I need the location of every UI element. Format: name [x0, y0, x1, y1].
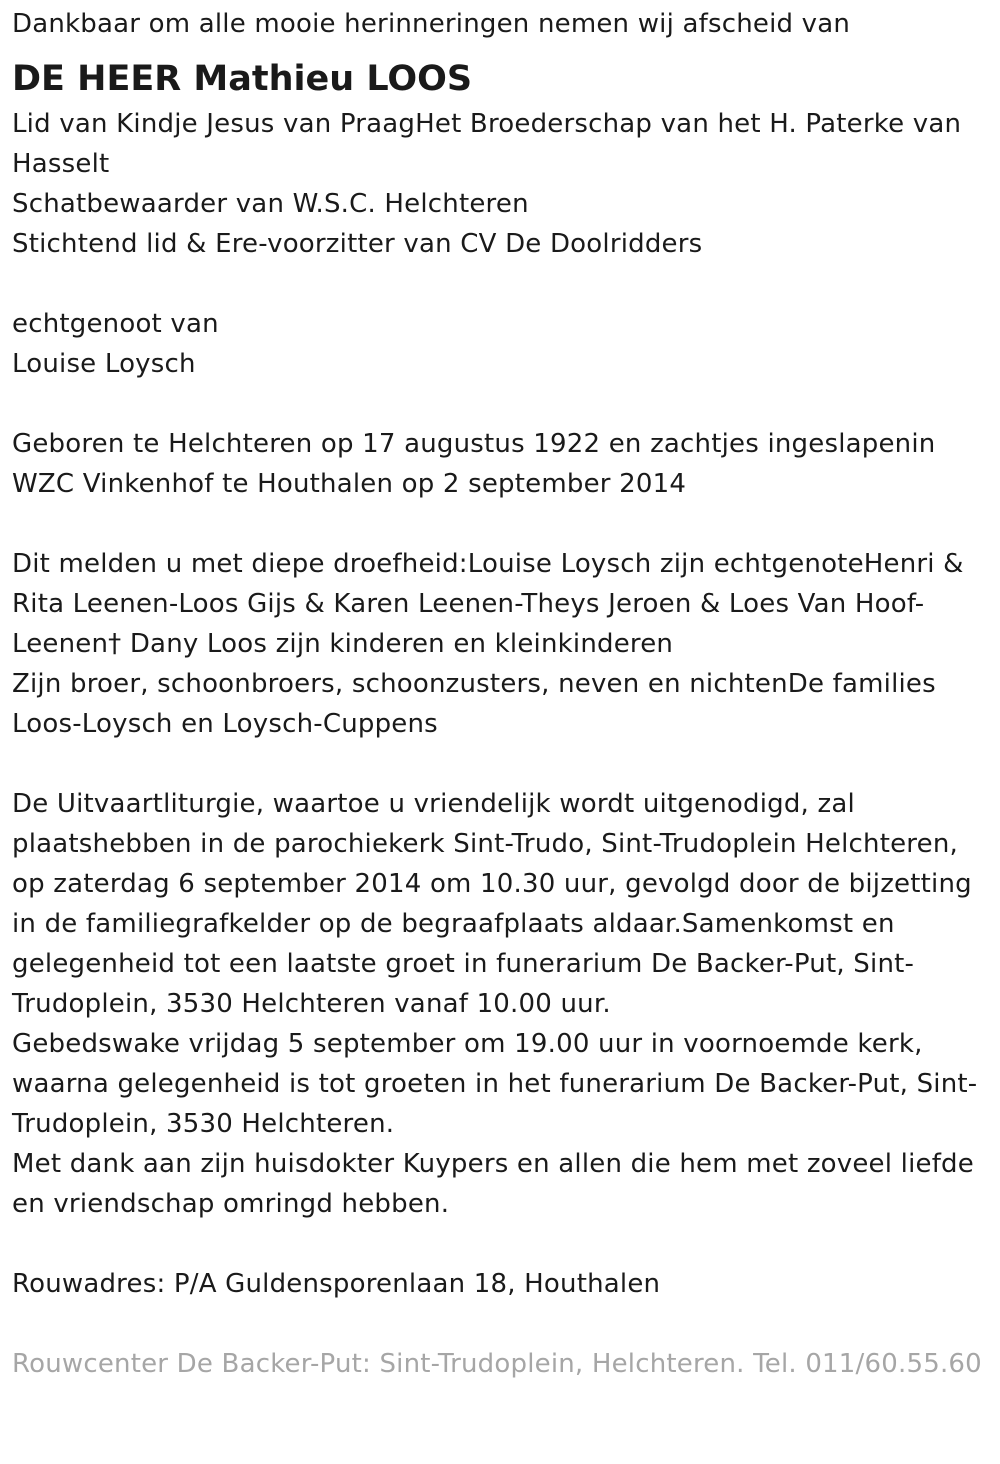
spacer — [12, 744, 988, 784]
spacer — [12, 1304, 988, 1344]
mourning-address: Rouwadres: P/A Guldensporenlaan 18, Houthalen — [12, 1269, 661, 1299]
deceased-name: DE HEER Mathieu LOOS — [12, 59, 473, 99]
spacer — [12, 264, 988, 304]
birth-death-text: Geboren te Helchteren op 17 augustus 1922 en zachtjes ingeslapenin WZC Vinkenhof te Houthalen op 2 september 2014 — [12, 429, 936, 499]
funeral-home-footer: Rouwcenter De Backer-Put: Sint-Trudoplein, Helchteren. Tel. 011/60.55.60 — [12, 1349, 982, 1379]
thanks-text: Met dank aan zijn huisdokter Kuypers en allen die hem met zoveel liefde en vriendschap omringd hebben. — [12, 1149, 974, 1219]
announcement-text: Dit melden u met diepe droefheid:Louise Loysch zijn echtgenoteHenri & Rita Leenen-Loos Gijs & Karen Leenen-Theys Jeroen & Loes Van Hoof-Leenen† Dany Loos zijn kinderen en kleinkinderen — [12, 549, 964, 659]
announcement-text: Zijn broer, schoonbroers, schoonzusters, neven en nichtenDe families Loos-Loysch en Loysch-Cuppens — [12, 669, 936, 739]
role-line: Schatbewaarder van W.S.C. Helchteren — [12, 189, 529, 219]
role-line: Lid van Kindje Jesus van PraagHet Broederschap van het H. Paterke van Hasselt — [12, 109, 962, 179]
funeral-text: De Uitvaartliturgie, waartoe u vriendelijk wordt uitgenodigd, zal plaatshebben in de parochiekerk Sint-Trudo, Sint-Trudoplein Helchteren, op zaterdag 6 september 2014 om 10.30 uur, gevolgd door de bijzetting in de familiegrafkelder op de begraafplaats aldaar.Samenkomst en gelegenheid tot een laatste groet in funerarium De Backer-Put, Sint-Trudoplein, 3530 Helchteren vanaf 10.00 uur. — [12, 789, 972, 1019]
spacer — [12, 384, 988, 424]
intro-text: Dankbaar om alle mooie herinneringen nemen wij afscheid van — [12, 9, 851, 39]
role-line: Stichtend lid & Ere-voorzitter van CV De Doolridders — [12, 229, 703, 259]
spouse-label: echtgenoot van — [12, 309, 219, 339]
spacer — [12, 1224, 988, 1264]
spouse-name: Louise Loysch — [12, 349, 196, 379]
spacer — [12, 504, 988, 544]
vigil-text: Gebedswake vrijdag 5 september om 19.00 uur in voornoemde kerk, waarna gelegenheid is tot groeten in het funerarium De Backer-Put, Sint-Trudoplein, 3530 Helchteren. — [12, 1029, 978, 1139]
